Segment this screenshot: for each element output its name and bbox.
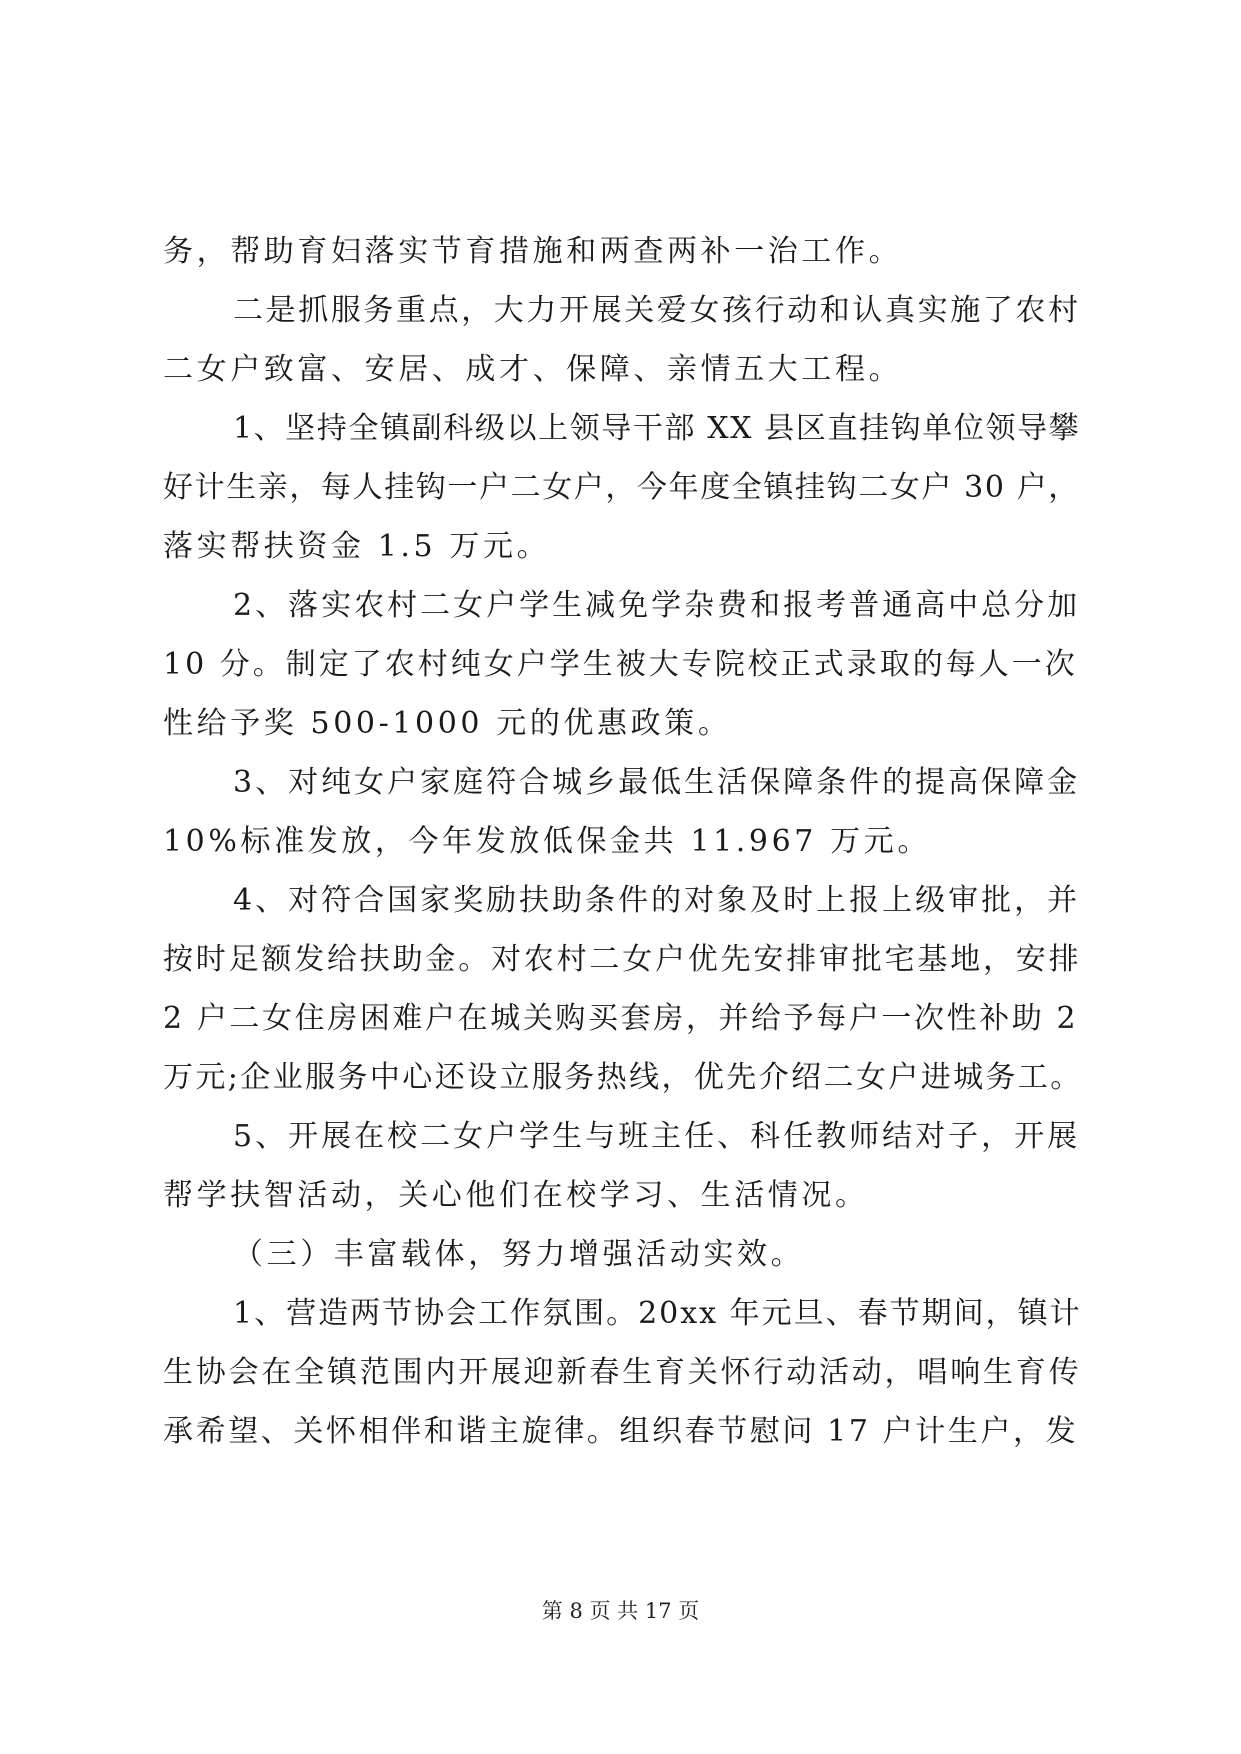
text-line: 10%标准发放，今年发放低保金共 11.967 万元。 (163, 824, 931, 859)
text-line: 落实帮扶资金 1.5 万元。 (163, 529, 551, 564)
text-line: 按时足额发给扶助金。对农村二女户优先安排审批宅基地，安排 (163, 942, 1082, 977)
text-line: 二女户致富、安居、成才、保障、亲情五大工程。 (163, 352, 903, 387)
text-line: 承希望、关怀相伴和谐主旋律。组织春节慰问 17 户计生户，发 (163, 1414, 1079, 1449)
text-line: 3、对纯女户家庭符合城乡最低生活保障条件的提高保障金 (233, 765, 1081, 800)
text-line: 1、营造两节协会工作氛围。20xx 年元旦、春节期间，镇计 (233, 1296, 1082, 1331)
text-line: 好计生亲，每人挂钩一户二女户，今年度全镇挂钩二女户 30 户， (163, 470, 1080, 505)
text-line: 2、落实农村二女户学生减免学杂费和报考普通高中总分加 (233, 588, 1081, 623)
page-footer (0, 1598, 1241, 1624)
text-line: 二是抓服务重点，大力开展关爱女孩行动和认真实施了农村 (233, 293, 1081, 328)
text-line: 性给予奖 500-1000 元的优惠政策。 (163, 706, 732, 741)
text-line: 5、开展在校二女户学生与班主任、科任教师结对子，开展 (233, 1119, 1081, 1154)
text-line: 4、对符合国家奖励扶助条件的对象及时上报上级审批，并 (233, 883, 1081, 918)
document-body (163, 222, 1083, 1461)
text-line: 万元;企业服务中心还设立服务热线，优先介绍二女户进城务工。 (163, 1060, 1083, 1095)
text-line: 10 分。制定了农村纯女户学生被大专院校正式录取的每人一次 (163, 647, 1078, 682)
text-line: 务，帮助育妇落实节育措施和两查两补一治工作。 (163, 234, 903, 269)
text-line: 生协会在全镇范围内开展迎新春生育关怀行动活动，唱响生育传 (163, 1355, 1082, 1390)
text-line: 1、坚持全镇副科级以上领导干部 XX 县区直挂钩单位领导攀 (233, 411, 1081, 446)
section-heading: （三）丰富载体，努力增强活动实效。 (233, 1237, 805, 1272)
page-number: 第 8 页 共 17 页 (541, 1599, 700, 1623)
text-line: 帮学扶智活动，关心他们在校学习、生活情况。 (163, 1178, 869, 1213)
text-line: 2 户二女住房困难户在城关购买套房，并给予每户一次性补助 2 (163, 1001, 1079, 1036)
